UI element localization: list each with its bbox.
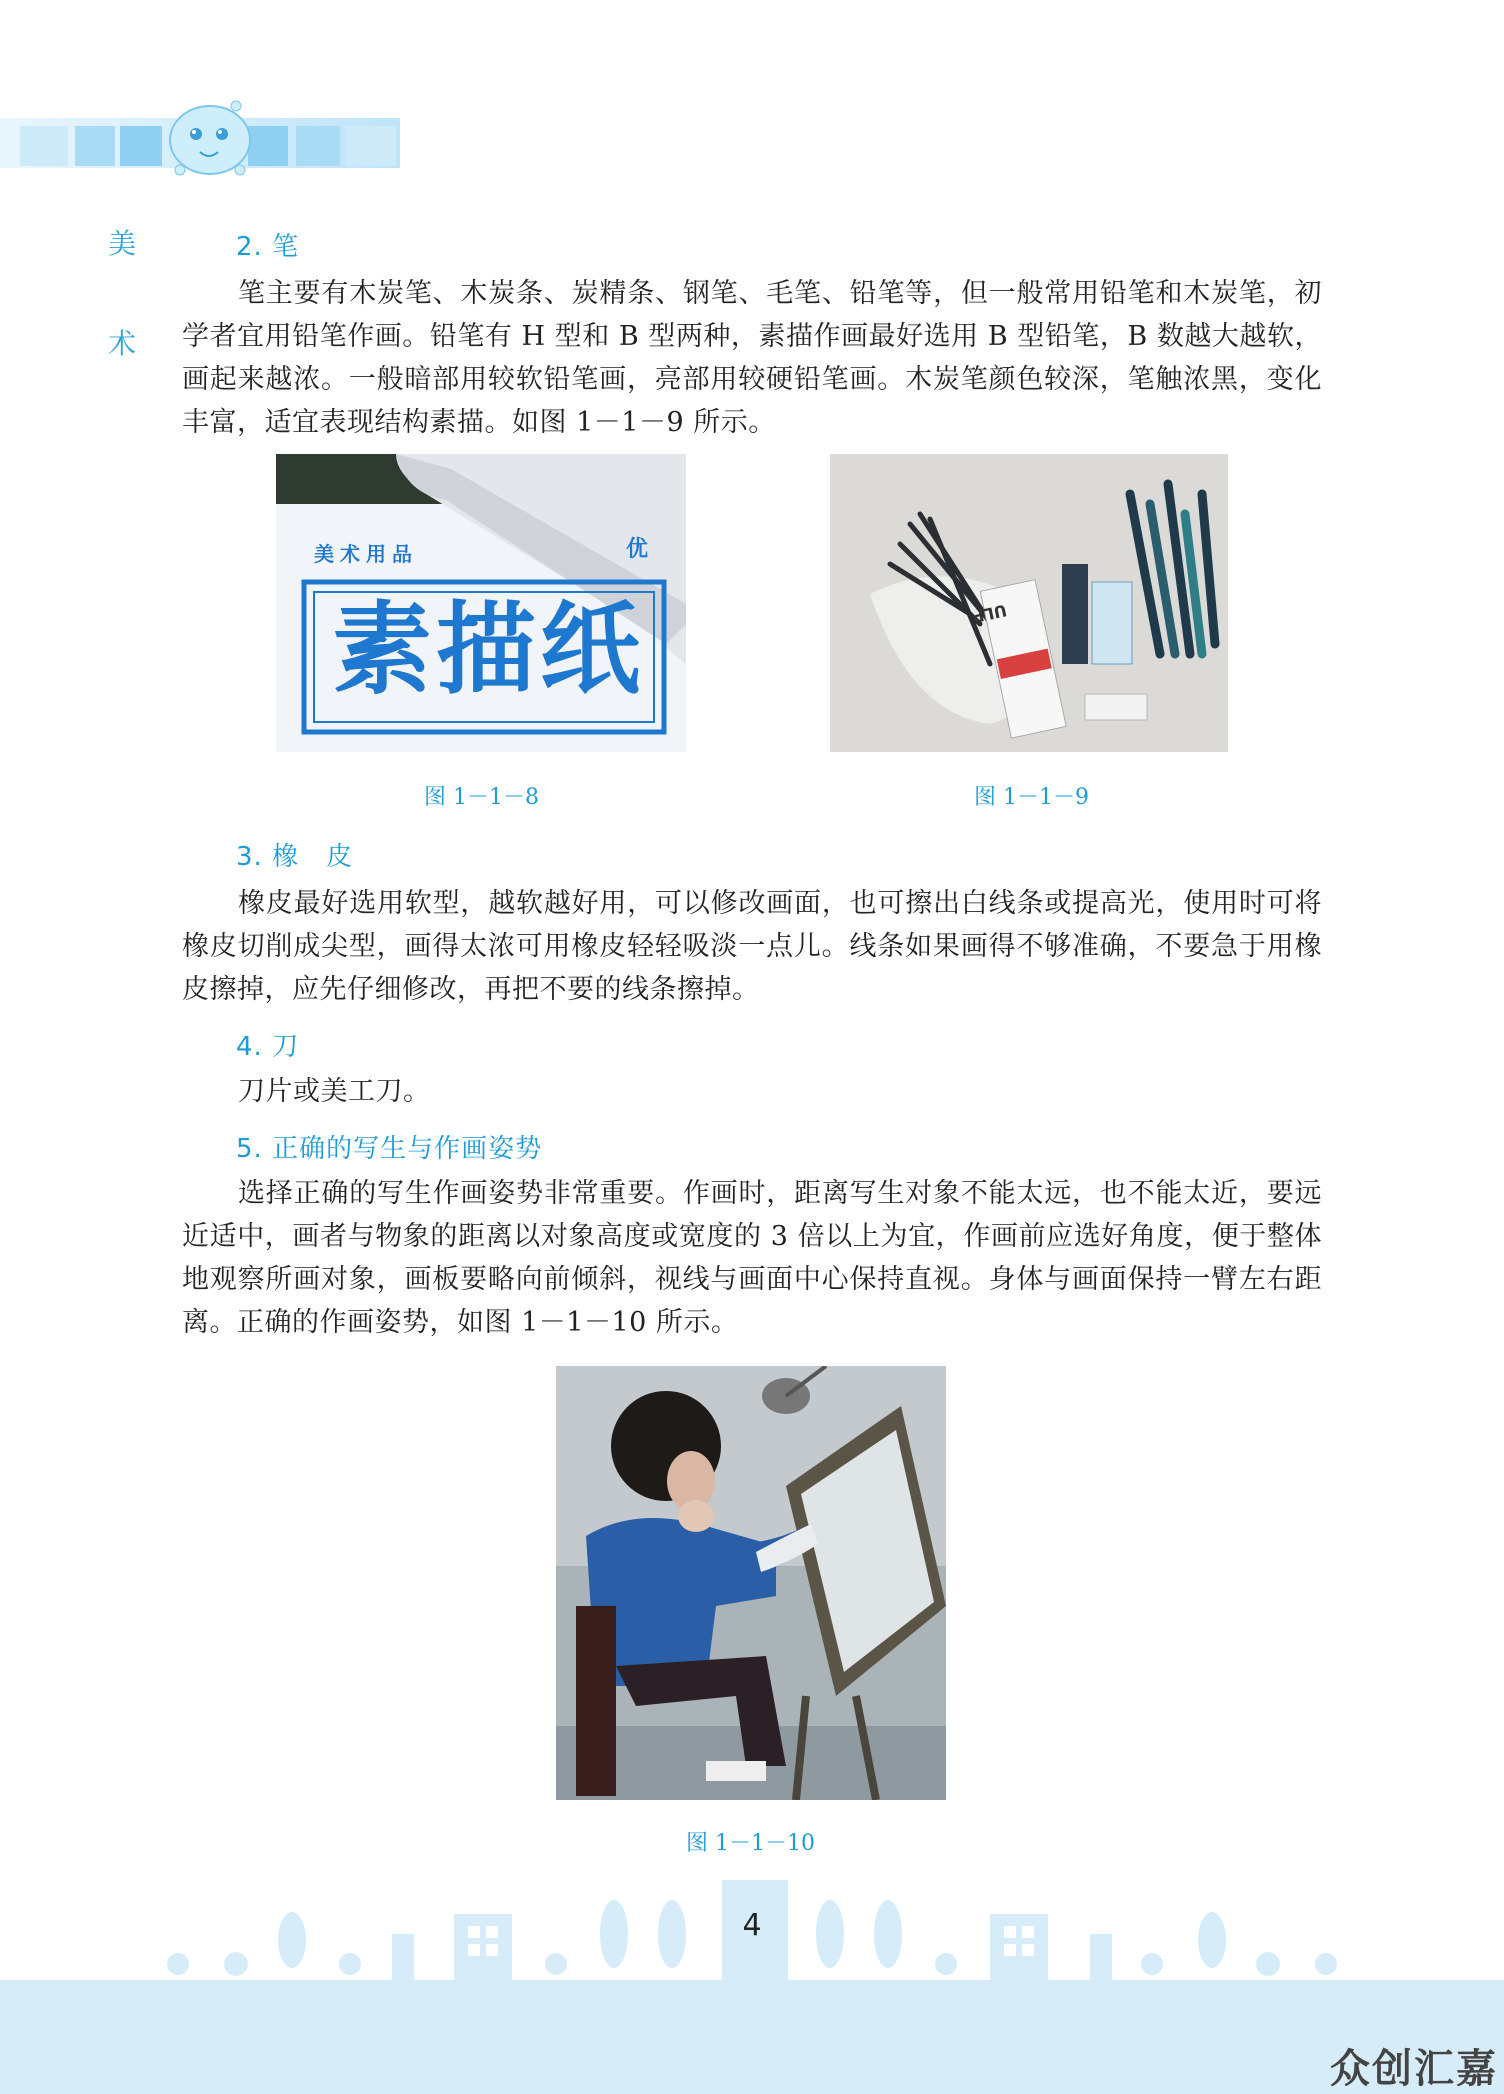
paragraph-knife: 刀片或美工刀。 — [238, 1076, 431, 1107]
paragraph-posture: 选择正确的写生作画姿势非常重要。作画时，距离写生对象不能太远，也不能太近，要远近适中，画者与物象的距离以对象高度或宽度的 3 倍以上为宜，作画前应选好角度，便于整体地观察所画对象，画板要略向前倾斜，视线与画面中心保持直视。身体与画面保持一臂左右距离。正确的作画姿势，如图 1－1－10 所示。 — [182, 1178, 1322, 1338]
figure-sketch-paper — [276, 454, 686, 752]
pencil-box-label: ULP — [970, 600, 1009, 627]
mascot-icon — [170, 101, 250, 175]
figure-drawing-posture — [556, 1366, 946, 1800]
watermark: 众创汇嘉 — [1330, 2046, 1498, 2092]
figure-pencils — [830, 454, 1228, 752]
page-number: 4 — [742, 1908, 762, 1943]
side-label-mei: 美 — [108, 227, 137, 260]
heading-posture: 5. 正确的写生与作画姿势 — [236, 1134, 543, 1164]
heading-knife: 4. 刀 — [236, 1032, 300, 1062]
paragraph-pen: 笔主要有木炭笔、木炭条、炭精条、钢笔、毛笔、铅笔等，但一般常用铅笔和木炭笔，初学者宜用铅笔作画。铅笔有 H 型和 B 型两种，素描作画最好选用 B 型铅笔，B 数越大越软，画起来越浓。一般暗部用较软铅笔画，亮部用较硬铅笔画。木炭笔颜色较深，笔触浓黑，变化丰富，适宜表现结构素描。如图 1－1－9 所示。 — [182, 278, 1322, 438]
caption-fig-1-1-10: 图 1－1－10 — [686, 1831, 815, 1856]
caption-fig-1-1-8: 图 1－1－8 — [424, 785, 539, 810]
header-banner — [0, 98, 400, 180]
sketch-paper-big-label: 素描纸 — [332, 591, 644, 708]
paragraph-eraser: 橡皮最好选用软型，越软越好用，可以修改画面，也可擦出白线条或提高光，使用时可将橡皮切削成尖型，画得太浓可用橡皮轻轻吸淡一点儿。线条如果画得不够准确，不要急于用橡皮擦掉，应先仔细修改，再把不要的线条擦掉。 — [182, 888, 1322, 1005]
caption-fig-1-1-9: 图 1－1－9 — [974, 785, 1089, 810]
sketch-paper-small-label: 美术用品 — [314, 542, 418, 566]
sketch-paper-corner-label: 优 — [626, 537, 649, 562]
heading-eraser: 3. 橡 皮 — [236, 842, 354, 872]
heading-pen: 2. 笔 — [236, 232, 300, 262]
side-label-shu: 术 — [108, 327, 137, 360]
